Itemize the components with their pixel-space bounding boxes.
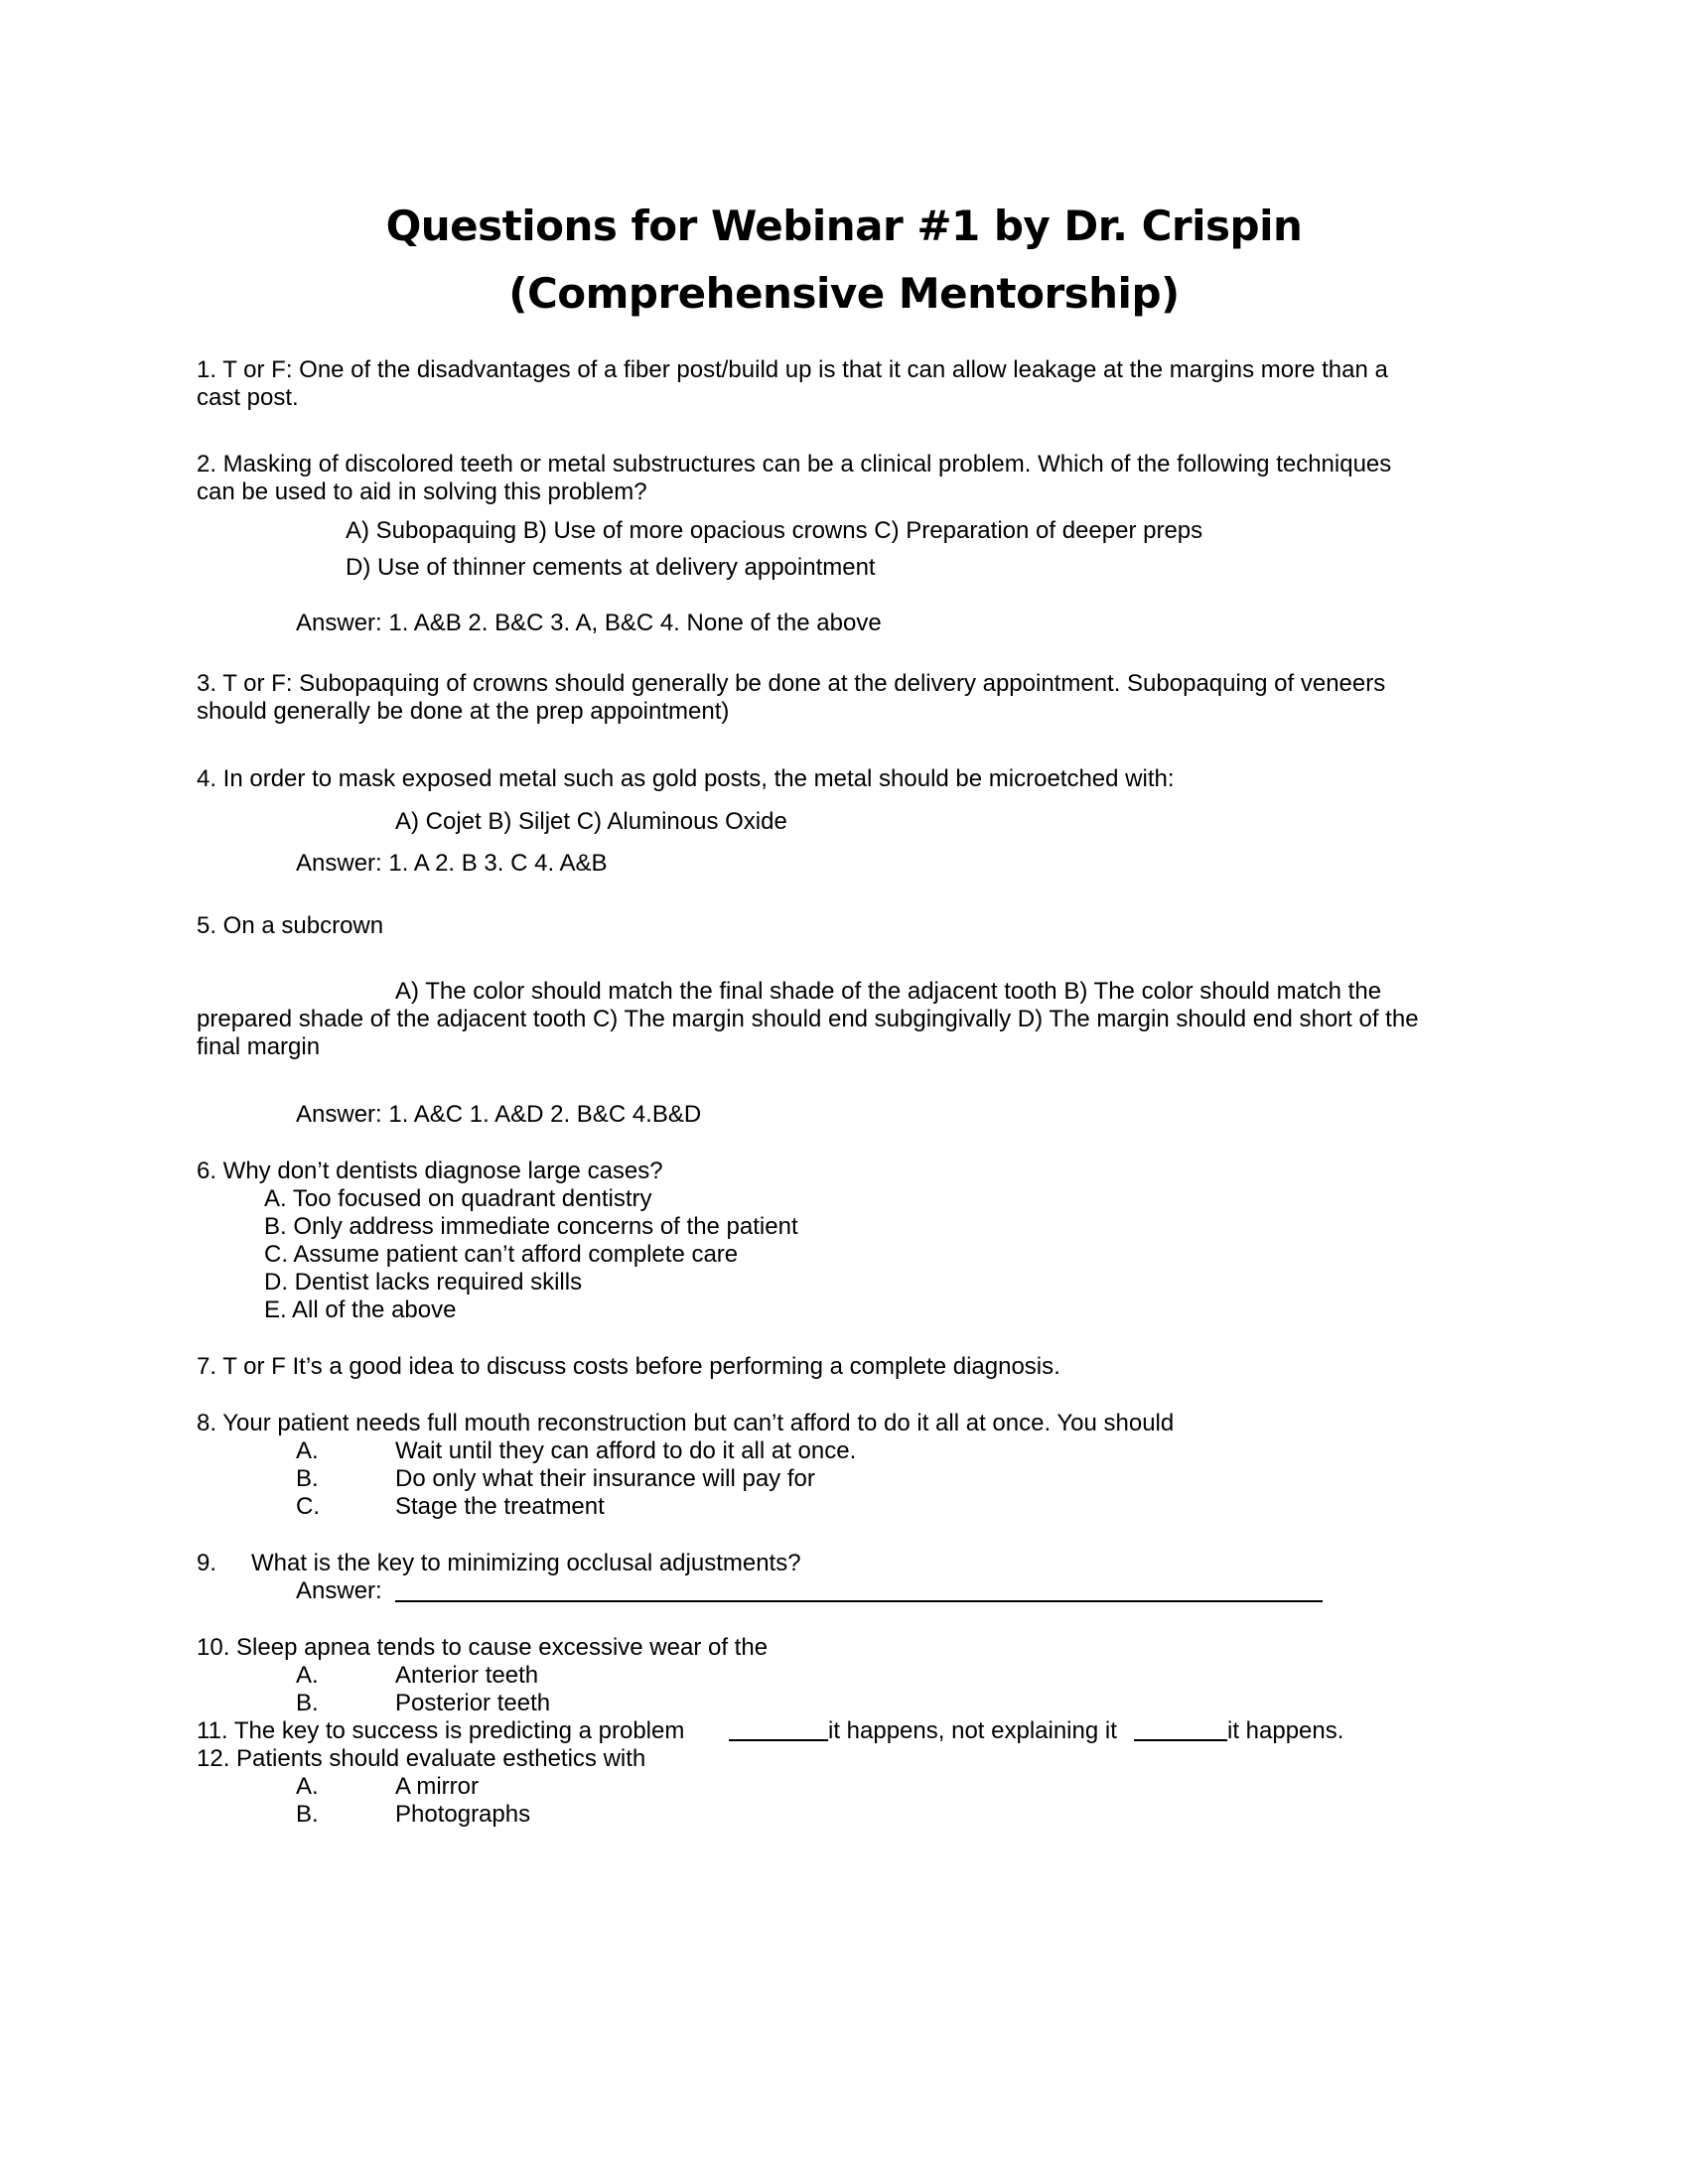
question-7-line1: 7. T or F It’s a good idea to discuss costs before performing a complete diagnosis. [197, 1353, 1060, 1380]
question-2-line1: 2. Masking of discolored teeth or metal substructures can be a clinical problem. Which of the following techniques [197, 451, 1392, 478]
question-6-option-b: B. Only address immediate concerns of the patient [264, 1213, 798, 1240]
question-2-answer: Answer: 1. A&B 2. B&C 3. A, B&C 4. None of the above [296, 610, 882, 636]
question-5-options-line3: final margin [197, 1033, 321, 1060]
question-9-answer-blank[interactable] [395, 1600, 1323, 1602]
question-8-option-a-text: Wait until they can afford to do it all at once. [395, 1437, 857, 1464]
question-10-option-b-text: Posterior teeth [395, 1690, 551, 1716]
question-2-options-line2: D) Use of thinner cements at delivery appointment [346, 554, 876, 581]
question-11-part1: 11. The key to success is predicting a problem [197, 1717, 685, 1744]
question-6-option-d: D. Dentist lacks required skills [264, 1269, 583, 1296]
question-8-option-c-letter: C. [296, 1493, 320, 1520]
question-9-text: What is the key to minimizing occlusal adjustments? [251, 1550, 801, 1576]
question-4-answer: Answer: 1. A 2. B 3. C 4. A&B [296, 850, 608, 877]
question-5-options-line2: prepared shade of the adjacent tooth C) The margin should end subgingivally D) The margin should end short of the [197, 1006, 1419, 1032]
question-3-line2: should generally be done at the prep appointment) [197, 698, 730, 725]
question-11-part3: it happens. [1227, 1717, 1344, 1744]
question-12-option-a-text: A mirror [395, 1773, 479, 1800]
question-8-line1: 8. Your patient needs full mouth reconstruction but can’t afford to do it all at once. You should [197, 1410, 1175, 1436]
question-2-line2: can be used to aid in solving this problem? [197, 478, 647, 505]
question-1-line1: 1. T or F: One of the disadvantages of a fiber post/build up is that it can allow leakage at the margins more than a [197, 356, 1388, 383]
question-5-answer: Answer: 1. A&C 1. A&D 2. B&C 4.B&D [296, 1101, 702, 1128]
question-8-option-b-letter: B. [296, 1465, 319, 1492]
question-11-blank-1[interactable] [729, 1739, 828, 1741]
question-2-options-line1: A) Subopaquing B) Use of more opacious crowns C) Preparation of deeper preps [346, 517, 1203, 544]
question-12-option-b-letter: B. [296, 1801, 319, 1828]
question-8-option-b-text: Do only what their insurance will pay for [395, 1465, 815, 1492]
question-6-option-c: C. Assume patient can’t afford complete care [264, 1241, 739, 1268]
question-5-line1: 5. On a subcrown [197, 912, 384, 939]
question-6-option-e: E. All of the above [264, 1297, 457, 1323]
question-10-line1: 10. Sleep apnea tends to cause excessive wear of the [197, 1634, 769, 1661]
question-11-part2: it happens, not explaining it [828, 1717, 1117, 1744]
question-10-option-a-text: Anterior teeth [395, 1662, 539, 1689]
question-12-line1: 12. Patients should evaluate esthetics with [197, 1745, 646, 1772]
question-1-line2: cast post. [197, 384, 299, 411]
question-8-option-c-text: Stage the treatment [395, 1493, 605, 1520]
question-10-option-b-letter: B. [296, 1690, 319, 1716]
question-12-option-b-text: Photographs [395, 1801, 531, 1828]
question-4-line1: 4. In order to mask exposed metal such as gold posts, the metal should be microetched with: [197, 765, 1175, 792]
question-6-line1: 6. Why don’t dentists diagnose large cases? [197, 1158, 663, 1184]
question-12-option-a-letter: A. [296, 1773, 319, 1800]
question-9-number: 9. [197, 1550, 217, 1576]
page-title-line2: (Comprehensive Mentorship) [508, 269, 1180, 318]
question-3-line1: 3. T or F: Subopaquing of crowns should generally be done at the delivery appointment. Subopaquing of veneers [197, 670, 1386, 697]
question-4-options: A) Cojet B) Siljet C) Aluminous Oxide [395, 808, 787, 835]
question-6-option-a: A. Too focused on quadrant dentistry [264, 1185, 652, 1212]
page-title-line1: Questions for Webinar #1 by Dr. Crispin [385, 202, 1303, 250]
question-10-option-a-letter: A. [296, 1662, 319, 1689]
question-9-answer-label: Answer: [296, 1577, 382, 1604]
question-11-blank-2[interactable] [1134, 1739, 1227, 1741]
question-8-option-a-letter: A. [296, 1437, 319, 1464]
question-5-options-line1: A) The color should match the final shade of the adjacent tooth B) The color should match the [395, 978, 1382, 1005]
